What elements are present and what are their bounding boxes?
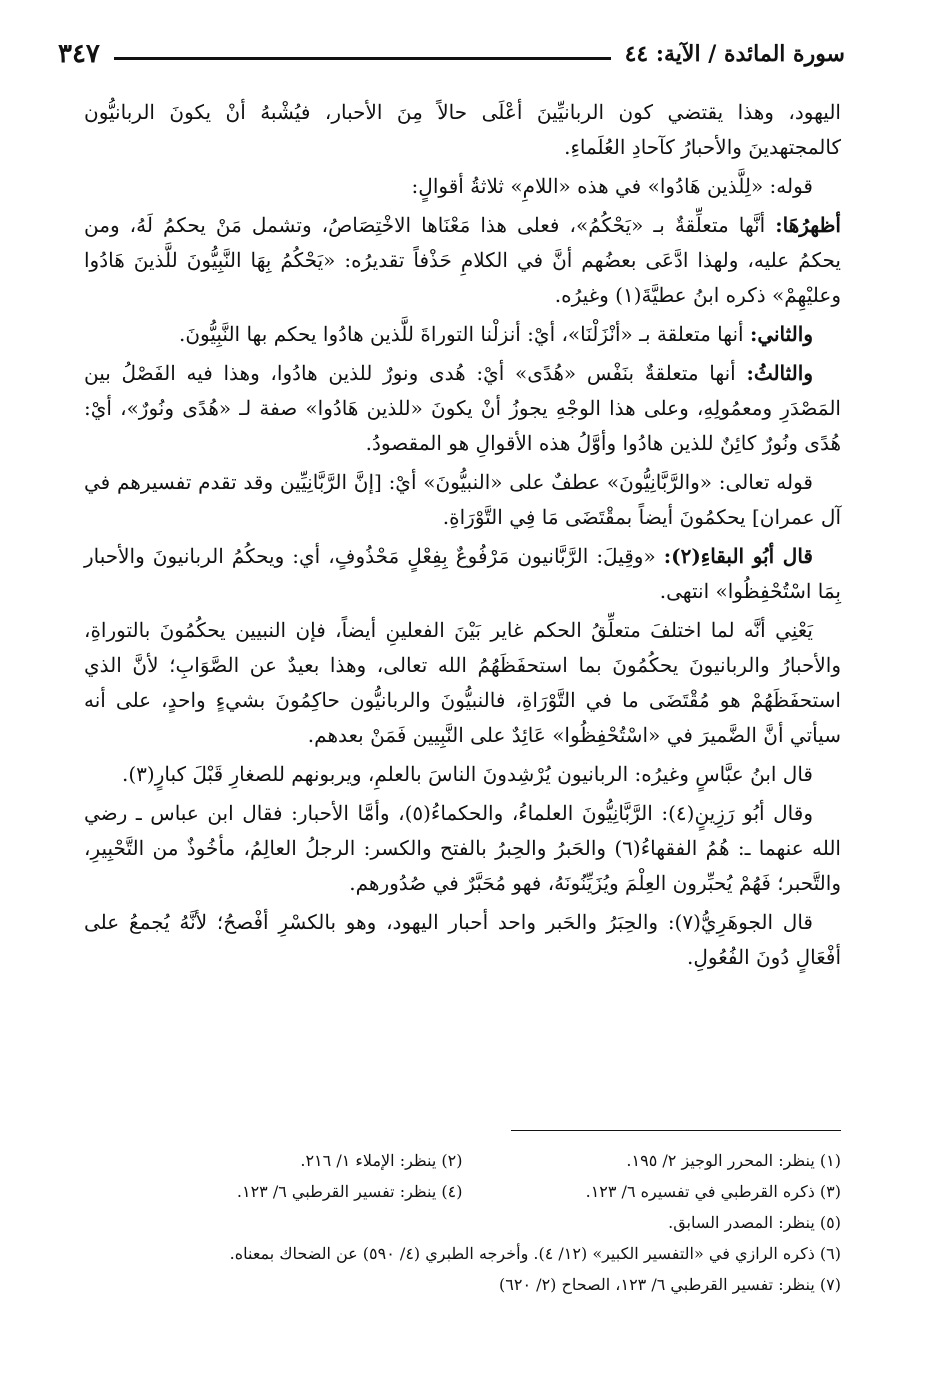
paragraph <box>84 317 841 352</box>
paragraph: قال ابنُ عبَّاسٍ وغيرُه: الربانيون يُرْشِدونَ الناسَ بالعلمِ، ويربونهم للصغارِ قَبْلَ كبارٍ(٣). <box>122 762 813 786</box>
paragraph-text: «وقِيلَ: الرَّبَّانيون مَرْفُوعٌ بِفِعْلٍ مَحْذُوفٍ، أي: ويحكُمُ الربانيونَ والأحبار بِمَا اسْتُحْفِظُوا» انتهى. <box>84 544 841 603</box>
paragraph-text: أنَّها متعلِّقةٌ بـ «يَحْكُمُ»، فعلى هذا مَعْنَاها الاخْتِصَاصُ، وتشمل مَنْ يحكمُ لَهُ، ومن يحكمُ عليه، ولهذا ادَّعَى بعضُهم أنَّ في الكلامِ حَذْفاً تقديرُه: «يَحْكُمُ بِهَا النَّبِيُّونَ للَّذينَ هَادُوا وعليْهِمْ» ذكره ابنُ عطيَّةَ(١) وغيرُه. <box>84 213 841 307</box>
paragraph <box>84 208 841 313</box>
paragraph-text: أنها متعلقة بـ «أنْزَلْنَا»، أيْ: أنزلْنا التوراةَ للَّذين هادُوا يحكم بها النَّبِيُّونَ. <box>178 322 750 346</box>
footnotes <box>84 1145 841 1300</box>
footnote: (٣) ذكره القرطبي في تفسيره ٦/ ١٢٣. <box>585 1182 841 1201</box>
paragraph: قوله تعالى: «والرَّبَّانِيُّونَ» عطفٌ على «النبيُّونَ» أيْ: [إنَّ الرَّبَّانِيِّين وقد تقدم تفسيرهم في آل عمران] يحكمُونَ أيضاً بمقْتَضَى مَا فِي التَّوْرَاةِ. <box>84 470 841 529</box>
footnote: (٧) ينظر: تفسير القرطبي ٦/ ١٢٣، الصحاح (٢/ ٦٢٠) <box>499 1275 841 1294</box>
page-header <box>58 34 845 74</box>
footnote-row <box>84 1145 841 1176</box>
paragraph: اليهود، وهذا يقتضي كون الربانيِّينَ أعْلَى حالاً مِنَ الأحبار، فيُشْبهُ أنْ يكونَ الربانيُّون كالمجتهدينَ والأحبارُ كآحادِ العُلَماءِ. <box>84 100 841 159</box>
paragraph-lead: والثاني: <box>749 322 813 346</box>
paragraph: وقال أبُو رَزِينٍ(٤): الرَّبَّانِيُّونَ العلماءُ، والحكماءُ(٥)، وأمَّا الأحبار: فقال ابن عباس ـ رضي الله عنهما ـ: هُمُ الفقهاءُ(٦) والحَبرُ والحِبرُ بالفتح والكسر: الرجلُ العالِمُ، مأخُوذٌ من التَّحْبِيرِ، والتَّحبر؛ فَهُمْ يُحبِّرون العِلْمَ ويُزَيِّنُونَهُ، فهو مُحَبَّرٌ في صُدُورهم. <box>84 801 841 895</box>
paragraph-lead: أظهرُهَا: <box>775 213 841 237</box>
page-number: ٣٤٧ <box>58 39 100 69</box>
footnote: (٢) ينظر: الإملاء ١/ ٢١٦. <box>300 1151 463 1170</box>
paragraph: قوله: «لِلَّذين هَادُوا» في هذه «اللامِ» ثلاثةُ أقوالٍ: <box>411 174 813 198</box>
paragraph: يَعْنِي أنَّه لما اختلفَ متعلِّقُ الحكم غاير بَيْنَ الفعلينِ أيضاً، فإن النبيين يحكُمُونَ بالتوراةِ، والأحبارُ والربانيونَ يحكُمُونَ بما استحفَظَهُمُ الله تعالى، وهذا بعيدٌ عن الصَّوَابِ؛ لأنَّ الذي استحفَظَهُمْ هو مُقْتَضَى ما في التَّوْرَاةِ، فالنبيُّونَ والربانيُّون حاكِمُونَ بشيءٍ واحدٍ، على أنه سيأتي أنَّ الضَّميرَ في «اسْتُحْفِظُوا» عَائِدٌ على النَّبِيين فَمَنْ بعدهم. <box>84 618 841 747</box>
footnote: (٤) ينظر: تفسير القرطبي ٦/ ١٢٣. <box>236 1182 463 1201</box>
paragraph: قال الجوهَرِيُّ(٧): والحِبَرُ والحَبر واحد أحبار اليهود، وهو بالكسْرِ أفْصحُ؛ لأنَّهُ يُجمعُ على أفْعَالٍ دُونَ الفُعُولِ. <box>84 910 841 969</box>
main-text <box>84 95 841 979</box>
footnote: (١) ينظر: المحرر الوجيز ٢/ ١٩٥. <box>626 1151 841 1170</box>
footnote: (٥) ينظر: المصدر السابق. <box>668 1213 841 1232</box>
running-title: سورة المائدة / الآية: ٤٤ <box>624 41 845 67</box>
paragraph-text: أنها متعلقةٌ بنَفْس «هُدًى» أيْ: هُدى ونورٌ للذين هادُوا، وهذا فيه الفَصْلُ بين المَصْدَرِ ومعمُولِهِ، وعلى هذا الوجْهِ يجوزُ أنْ يكونَ «للذين هَادُوا» صفة لـ «هُدًى ونُورٌ»، أيْ: هُدًى ونُورٌ كائِنٌ للذين هادُوا وأوَّلُ هذه الأقوالِ هو المقصودُ. <box>84 361 841 455</box>
paragraph <box>84 356 841 461</box>
footnote-separator <box>511 1130 841 1131</box>
paragraph-lead: والثالثُ: <box>746 361 813 385</box>
footnote-row <box>84 1176 841 1207</box>
header-rule <box>114 57 611 60</box>
footnote: (٦) ذكره الرازي في «التفسير الكبير» (١٢/ ٤). وأخرجه الطبري (٤/ ٥٩٠) عن الضحاك بمعناه. <box>229 1244 841 1263</box>
paragraph-lead: قال أبُو البقاءِ(٢): <box>663 544 813 568</box>
paragraph <box>84 539 841 609</box>
